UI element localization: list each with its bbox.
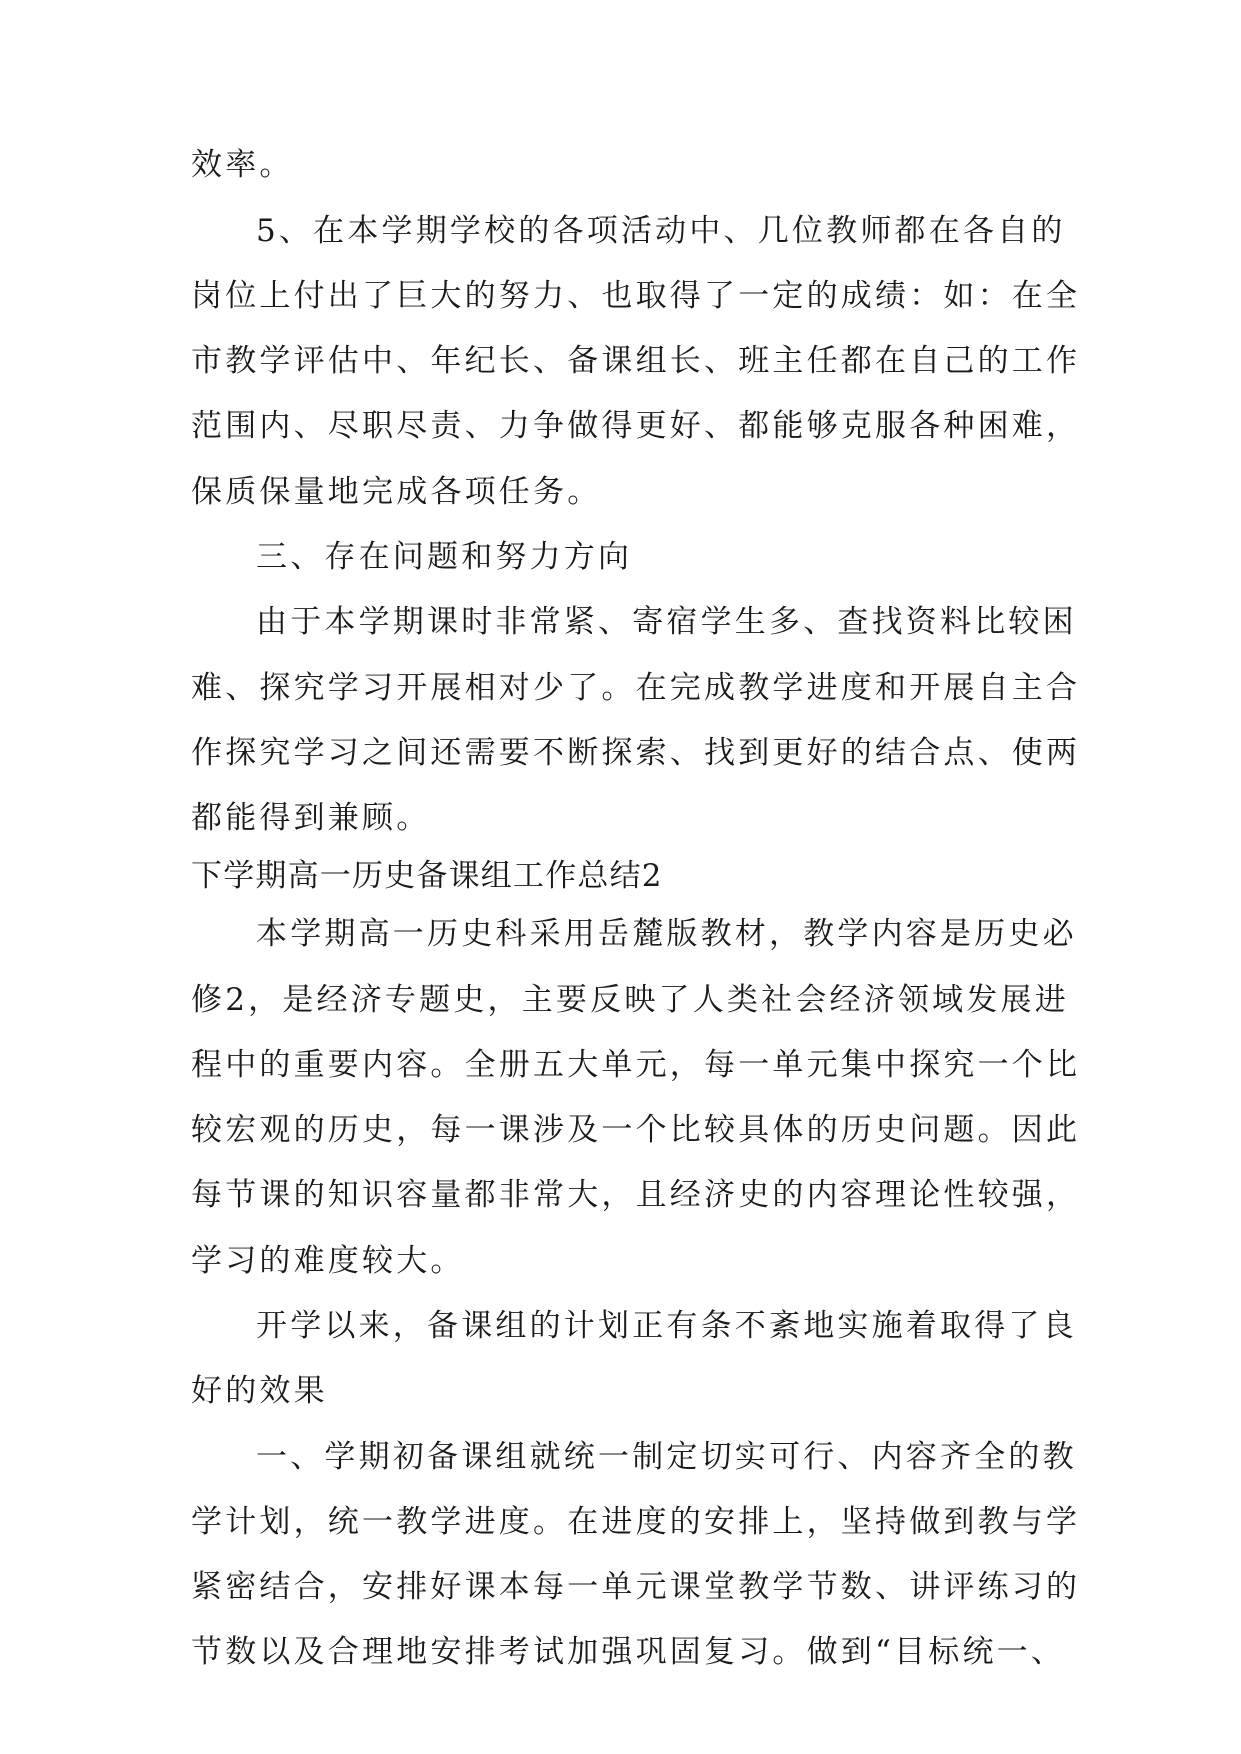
text-line: 节数以及合理地安排考试加强巩固复习。做到“目标统一、 xyxy=(191,1634,1066,1670)
text-line: 岗位上付出了巨大的努力、也取得了一定的成绩：如：在全 xyxy=(191,278,1081,314)
text-line: 程中的重要内容。全册五大单元，每一单元集中探究一个比 xyxy=(191,1047,1081,1083)
text-line: 保质保量地完成各项任务。 xyxy=(191,474,602,510)
text-line: 学计划，统一教学进度。在进度的安排上，坚持做到教与学 xyxy=(191,1504,1081,1540)
text-line: 学习的难度较大。 xyxy=(191,1243,465,1279)
paragraph-start: 一、学期初备课组就统一制定切实可行、内容齐全的教 xyxy=(256,1439,1077,1475)
text-line: 紧密结合，安排好课本每一单元课堂教学节数、讲评练习的 xyxy=(191,1569,1081,1605)
paragraph-start: 本学期高一历史科采用岳麓版教材，教学内容是历史必 xyxy=(256,916,1077,952)
paragraph-start: 由于本学期课时非常紧、寄宿学生多、查找资料比较困 xyxy=(256,604,1077,640)
paragraph-start: 开学以来，备课组的计划正有条不紊地实施着取得了良 xyxy=(256,1308,1077,1344)
text-line: 难、探究学习开展相对少了。在完成教学进度和开展自主合 xyxy=(191,670,1081,706)
text-line: 效率。 xyxy=(191,147,294,183)
text-line: 都能得到兼顾。 xyxy=(191,800,431,836)
text-line: 好的效果 xyxy=(191,1373,328,1409)
text-line: 修2，是经济专题史，主要反映了人类社会经济领域发展进 xyxy=(191,982,1069,1018)
text-line: 范围内、尽职尽责、力争做得更好、都能够克服各种困难， xyxy=(191,408,1081,444)
text-line: 作探究学习之间还需要不断探索、找到更好的结合点、使两 xyxy=(191,735,1081,771)
paragraph-start: 5、在本学期学校的各项活动中、几位教师都在各自的 xyxy=(256,213,1066,249)
text-line: 每节课的知识容量都非常大，且经济史的内容理论性较强， xyxy=(191,1177,1081,1213)
section-heading: 三、存在问题和努力方向 xyxy=(256,539,633,575)
text-line: 市教学评估中、年纪长、备课组长、班主任都在自己的工作 xyxy=(191,343,1081,379)
text-line: 较宏观的历史，每一课涉及一个比较具体的历史问题。因此 xyxy=(191,1112,1081,1148)
document-title: 下学期高一历史备课组工作总结2 xyxy=(191,858,663,894)
